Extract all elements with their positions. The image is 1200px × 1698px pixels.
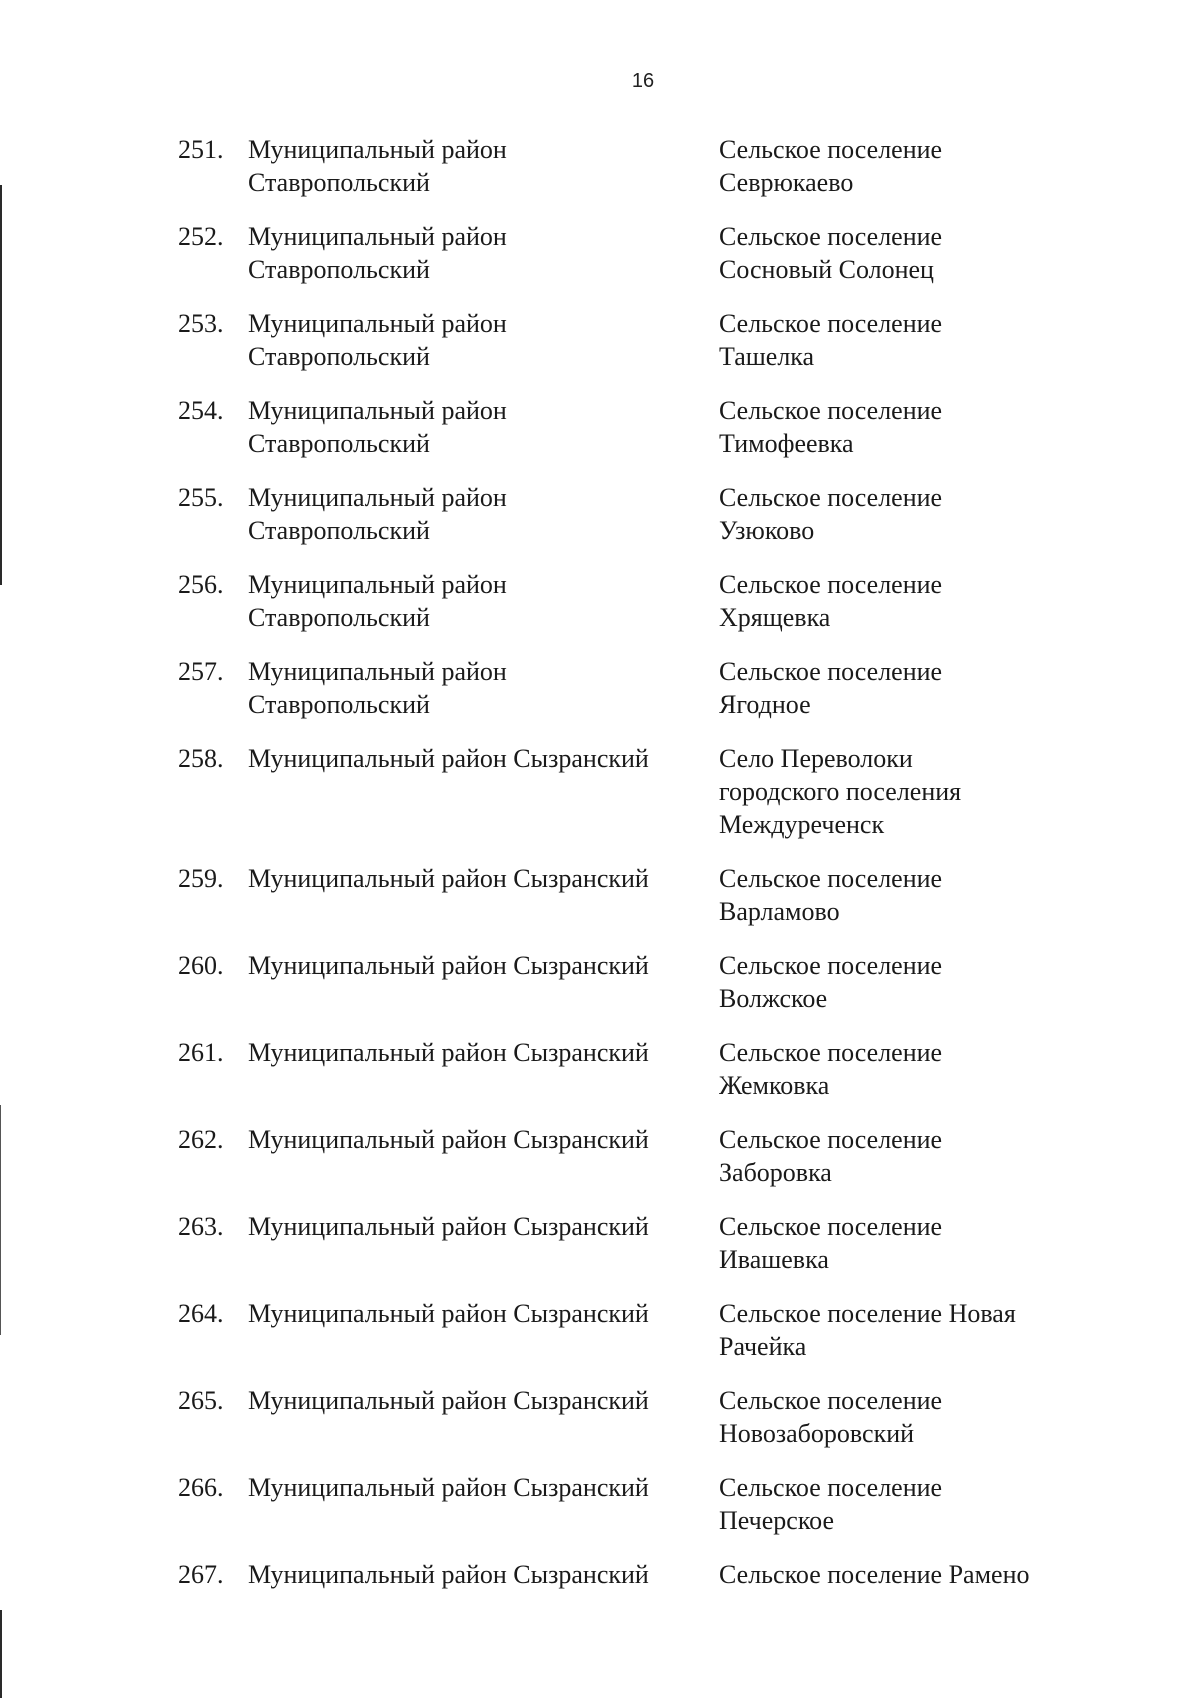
list-item — [178, 862, 1098, 928]
settlement-name: Сельское поселение Хрящевка — [719, 570, 943, 632]
district-line: Муниципальный район — [248, 135, 507, 164]
list-item — [178, 1123, 1098, 1189]
page-number: 16 — [631, 70, 655, 92]
item-number: 263. — [178, 1212, 224, 1241]
item-number: 259. — [178, 864, 224, 893]
list-item — [178, 1558, 1098, 1591]
list-item — [178, 949, 1098, 1015]
municipal-district — [248, 1210, 719, 1276]
district-line: Ставропольский — [248, 603, 430, 632]
item-number: 254. — [178, 396, 224, 425]
item-number: 252. — [178, 222, 224, 251]
item-number: 253. — [178, 309, 224, 338]
settlement-name: Сельское поселение Тимофеевка — [719, 396, 943, 458]
settlement-name: Сельское поселение Сосновый Солонец — [719, 222, 943, 284]
list-item — [178, 1297, 1098, 1363]
item-number: 261. — [178, 1038, 224, 1067]
settlement-name: Сельское поселение Ивашевка — [719, 1212, 943, 1274]
district-line: Муниципальный район Сызранский — [248, 1560, 649, 1589]
municipal-district — [248, 742, 719, 841]
item-number: 257. — [178, 657, 224, 686]
district-line: Ставропольский — [248, 168, 430, 197]
district-line: Муниципальный район — [248, 483, 507, 512]
district-line: Муниципальный район — [248, 570, 507, 599]
list-item — [178, 1036, 1098, 1102]
district-line: Муниципальный район Сызранский — [248, 1386, 649, 1415]
municipal-district — [248, 394, 719, 460]
list-item — [178, 133, 1098, 199]
list-item — [178, 307, 1098, 373]
district-line: Муниципальный район Сызранский — [248, 951, 649, 980]
settlement-name: Сельское поселение Новозаборовский — [719, 1386, 943, 1448]
district-line: Муниципальный район Сызранский — [248, 1212, 649, 1241]
item-number: 266. — [178, 1473, 224, 1502]
settlement-list — [178, 133, 1098, 1612]
district-line: Ставропольский — [248, 255, 430, 284]
district-line: Муниципальный район — [248, 222, 507, 251]
settlement-name: Сельское поселение Ташелка — [719, 309, 943, 371]
scan-edge-mark — [0, 1610, 2, 1698]
municipal-district — [248, 655, 719, 721]
item-number: 258. — [178, 744, 224, 773]
district-line: Муниципальный район — [248, 309, 507, 338]
settlement-name: Сельское поселение Севрюкаево — [719, 135, 943, 197]
municipal-district — [248, 1123, 719, 1189]
district-line: Муниципальный район Сызранский — [248, 1125, 649, 1154]
district-line: Муниципальный район Сызранский — [248, 864, 649, 893]
municipal-district — [248, 133, 719, 199]
scan-edge-mark — [0, 185, 2, 585]
municipal-district — [248, 1384, 719, 1450]
district-line: Ставропольский — [248, 429, 430, 458]
municipal-district — [248, 307, 719, 373]
settlement-name: Сельское поселение Печерское — [719, 1473, 943, 1535]
list-item — [178, 1384, 1098, 1450]
settlement-name: Сельское поселение Узюково — [719, 483, 943, 545]
settlement-name: Сельское поселение Заборовка — [719, 1125, 943, 1187]
municipal-district — [248, 1558, 719, 1591]
settlement-name: Сельское поселение Ягодное — [719, 657, 943, 719]
district-line: Ставропольский — [248, 342, 430, 371]
settlement-name: Сельское поселение Новая Рачейка — [719, 1299, 1016, 1361]
municipal-district — [248, 481, 719, 547]
item-number: 267. — [178, 1560, 224, 1589]
item-number: 264. — [178, 1299, 224, 1328]
scan-edge-mark — [0, 1105, 1, 1335]
list-item — [178, 1210, 1098, 1276]
settlement-name: Сельское поселение Рамено — [719, 1560, 1030, 1589]
item-number: 265. — [178, 1386, 224, 1415]
list-item — [178, 394, 1098, 460]
district-line: Муниципальный район Сызранский — [248, 1299, 649, 1328]
district-line: Муниципальный район Сызранский — [248, 744, 649, 773]
list-item — [178, 568, 1098, 634]
list-item — [178, 220, 1098, 286]
municipal-district — [248, 1471, 719, 1537]
municipal-district — [248, 568, 719, 634]
list-item — [178, 481, 1098, 547]
list-item — [178, 655, 1098, 721]
municipal-district — [248, 1036, 719, 1102]
settlement-name: Село Переволоки городского поселения Междуреченск — [719, 744, 962, 839]
district-line: Ставропольский — [248, 516, 430, 545]
district-line: Муниципальный район — [248, 396, 507, 425]
item-number: 251. — [178, 135, 224, 164]
list-item — [178, 742, 1098, 841]
item-number: 255. — [178, 483, 224, 512]
settlement-name: Сельское поселение Волжское — [719, 951, 943, 1013]
settlement-name: Сельское поселение Варламово — [719, 864, 943, 926]
settlement-name: Сельское поселение Жемковка — [719, 1038, 943, 1100]
municipal-district — [248, 1297, 719, 1363]
municipal-district — [248, 862, 719, 928]
district-line: Муниципальный район Сызранский — [248, 1038, 649, 1067]
item-number: 256. — [178, 570, 224, 599]
district-line: Ставропольский — [248, 690, 430, 719]
item-number: 260. — [178, 951, 224, 980]
municipal-district — [248, 949, 719, 1015]
municipal-district — [248, 220, 719, 286]
district-line: Муниципальный район Сызранский — [248, 1473, 649, 1502]
item-number: 262. — [178, 1125, 224, 1154]
district-line: Муниципальный район — [248, 657, 507, 686]
list-item — [178, 1471, 1098, 1537]
